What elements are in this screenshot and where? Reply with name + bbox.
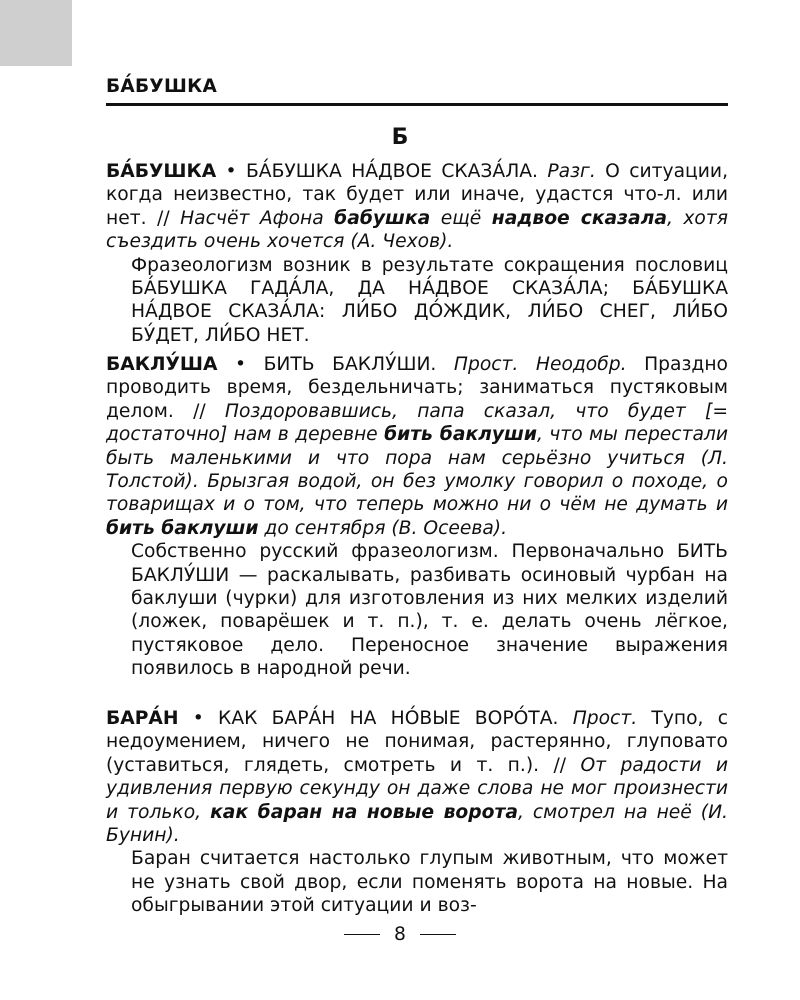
example-text: От радости и удивления первую секунду он даже слова не мог произнести и только,: [106, 754, 728, 823]
header-rule: [106, 103, 728, 106]
page-number: 8: [394, 924, 406, 945]
example-text: , смотрел на неё (И. Бунин).: [106, 801, 728, 847]
footer-dash-right: [420, 934, 456, 935]
usage-mark: Прост. Неодобр.: [453, 354, 627, 375]
example-text: до сентября (В. Осеева).: [258, 517, 508, 539]
example-text: , что мы перестали быть маленькими и что пора нам серьёзно учиться (Л. Толстой). Брызгая водой, он без умолку говорил о походе, о товарищах и о том, что теперь можно ни о чём не думать и: [106, 424, 729, 516]
dictionary-entry-baran: [106, 707, 728, 918]
usage-mark: Прост.: [572, 708, 638, 729]
entry-etymology: Собственно русский фразеологизм. Первоначально БИТЬ БАКЛУ́ШИ — раскалывать, разбивать осиновый чурбан на баклуши (чурки) для изготовления из них мелких изделий (ложек, поварёшек и т. п.), т. е. делать очень лёгкое, пустяковое дело. Переносное значение выражения появилось в народной речи.: [131, 541, 728, 680]
entry-headword: БАРА́Н: [106, 708, 179, 729]
entry-headword: БАКЛУ́ША: [106, 354, 218, 375]
entry-phrase: КАК БАРА́Н НА НО́ВЫЕ ВОРО́ТА.: [218, 708, 573, 729]
example-highlight: бить баклуши: [106, 517, 259, 539]
entry-bullet: •: [178, 708, 219, 729]
page-corner-tab: [0, 0, 72, 66]
footer-dash-left: [344, 934, 380, 935]
dictionary-entry-babushka: [106, 160, 728, 347]
example-text: Поздоровавшись, папа сказал, что будет [= достаточно] нам в деревне: [106, 400, 728, 446]
example-text: Насчёт Афона: [180, 207, 335, 229]
example-highlight: бабушка: [334, 207, 431, 229]
section-letter-heading: Б: [391, 125, 409, 150]
definition-text: О ситуации, когда неизвестно, так будет или иначе, удастся что-л. или нет. //: [106, 161, 729, 229]
entry-definition: [106, 353, 728, 540]
entry-headword: БА́БУШКА: [106, 161, 217, 182]
example-text: ещё: [430, 207, 492, 229]
definition-text: Праздно проводить время, бездельничать; заниматься пустяковым делом. //: [106, 354, 728, 422]
example-highlight: надвое сказала: [491, 207, 667, 229]
example-highlight: как баран на новые ворота: [210, 801, 518, 823]
dictionary-entry-baklusha: [106, 353, 728, 681]
definition-text: Тупо, с недоумением, ничего не понимая, растерянно, глуповато (уставиться, глядеть, смотреть и т. п.). //: [106, 708, 728, 776]
entry-definition: [106, 160, 728, 254]
running-head: БА́БУШКА: [106, 76, 218, 97]
entry-phrase: БИТЬ БАКЛУ́ШИ.: [263, 354, 454, 375]
example-text: , хотя съездить очень хочется (А. Чехов).: [106, 207, 728, 253]
entry-etymology: Фразеологизм возник в результате сокращения пословиц БА́БУШКА ГАДА́ЛА, ДА НА́ДВОЕ СКАЗА́ЛА; БА́БУШКА НА́ДВОЕ СКАЗА́ЛА: ЛИ́БО ДО́ЖДИК, ЛИ́БО СНЕГ, ЛИ́БО БУ́ДЕТ, ЛИ́БО НЕТ.: [131, 254, 728, 346]
example-highlight: бить баклуши: [384, 424, 537, 446]
entry-etymology: Баран считается настолько глупым животным, что может не узнать свой двор, если поменять ворота на новые. На обыгрывании этой ситуации и воз-: [131, 848, 728, 917]
entry-bullet: •: [216, 161, 246, 182]
usage-mark: Разг.: [547, 161, 596, 182]
entry-phrase: БА́БУШКА НА́ДВОЕ СКАЗА́ЛА.: [245, 161, 548, 182]
entry-bullet: •: [217, 354, 264, 375]
entry-definition: [106, 707, 728, 847]
page-footer: [0, 924, 800, 945]
